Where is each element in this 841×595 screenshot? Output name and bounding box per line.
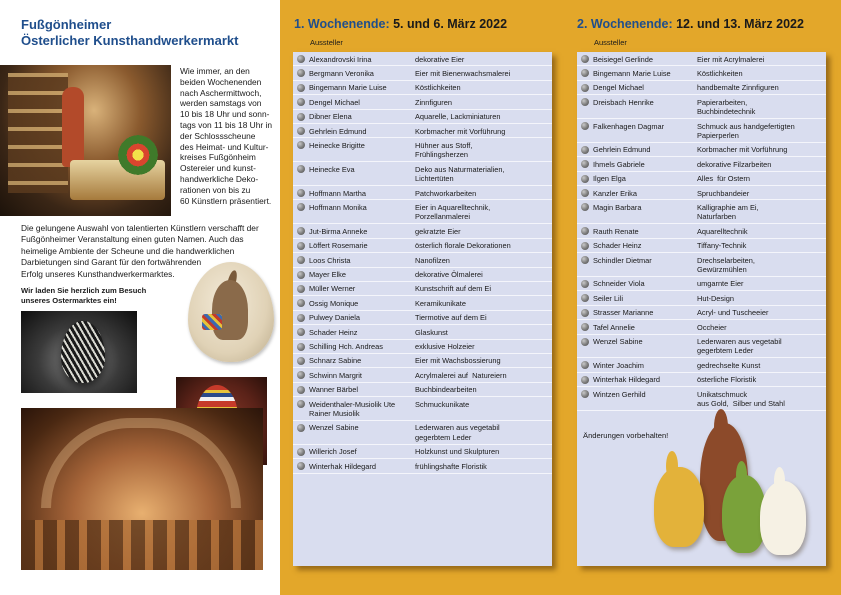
exhibitor-name: Schindler Dietmar: [593, 255, 652, 265]
bullet-icon: [297, 462, 305, 470]
exhibitor-name: Willerich Josef: [309, 447, 357, 457]
bullet-icon: [581, 203, 589, 211]
exhibitor-row: [577, 143, 826, 157]
exhibitor-name: Magin Barbara: [593, 202, 642, 212]
exhibitor-name: Schilling Hch. Andreas: [309, 342, 383, 352]
exhibitor-craft: dekorative Filzarbeiten: [697, 159, 772, 169]
exhibitor-name: Dengel Michael: [593, 83, 644, 93]
bullet-icon: [297, 242, 305, 250]
exhibitor-name: Wenzel Sabine: [593, 337, 643, 347]
bullet-icon: [297, 271, 305, 279]
exhibitor-row: [577, 306, 826, 320]
exhibitor-row: [577, 200, 826, 224]
exhibitor-craft: Schmuck aus handgefertigten Papierperlen: [697, 121, 795, 140]
exhibitor-craft: Holzkunst und Skulpturen: [415, 447, 500, 457]
photo-vaulted-barn: [21, 408, 263, 570]
bullet-icon: [297, 203, 305, 211]
exhibitor-name: Hoffmann Martha: [309, 188, 366, 198]
exhibitor-name: Schader Heinz: [309, 327, 358, 337]
bullet-icon: [297, 189, 305, 197]
exhibitor-row: [293, 340, 552, 354]
weekend1-label: 1. Wochenende:: [294, 17, 390, 31]
exhibitor-row: [293, 162, 552, 186]
bullet-icon: [297, 343, 305, 351]
changes-notice: Änderungen vorbehalten!: [583, 431, 669, 440]
exhibitor-craft: Korbmacher mit Vorführung: [697, 145, 788, 155]
title-line-1: Fußgönheimer: [21, 17, 112, 32]
exhibitor-name: Pulwey Daniela: [309, 313, 360, 323]
exhibitor-row: [293, 296, 552, 310]
exhibitor-row: [293, 325, 552, 339]
exhibitor-name: Dibner Elena: [309, 112, 352, 122]
bullet-icon: [297, 299, 305, 307]
exhibitor-craft: Unikatschmuck aus Gold, Silber und Stahl: [697, 389, 785, 409]
exhibitor-name: Schwinn Margrit: [309, 370, 362, 380]
exhibitor-craft: Patchworkarbeiten: [415, 188, 477, 198]
body-text: Die gelungene Auswahl von talentierten Künstlern verschafft der Fußgönheimer Veranstaltung einen guten Namen. Auch das heimelige Ambiente der Scheune und die handwerklichen Darbietungen sind Garant für den fortwährenden Erfolg unseres Kunsthandwerkermarktes.: [21, 223, 259, 279]
bullet-icon: [581, 242, 589, 250]
exhibitor-craft: Deko aus Naturmaterialien, Lichtertüten: [415, 164, 505, 184]
exhibitor-name: Winterhak Hildegard: [309, 461, 376, 471]
exhibitor-row: [293, 95, 552, 109]
exhibitor-name: Heinecke Brigitte: [309, 140, 365, 150]
exhibitor-craft: Hut-Design: [697, 293, 734, 303]
exhibitor-row: [577, 172, 826, 186]
bullet-icon: [581, 309, 589, 317]
exhibitor-row: [293, 253, 552, 267]
exhibitor-craft: umgarnte Eier: [697, 279, 744, 289]
exhibitor-craft: Eier mit Wachsbossierung: [415, 356, 501, 366]
exhibitor-name: Hoffmann Monika: [309, 202, 367, 212]
exhibitor-craft: dekorative Eier: [415, 54, 465, 64]
exhibitor-craft: Aquarelltechnik: [697, 226, 748, 236]
exhibitor-row: [577, 119, 826, 143]
exhibitor-row: [293, 138, 552, 162]
exhibitor-row: [293, 110, 552, 124]
exhibitor-name: Löffert Rosemarie: [309, 241, 368, 251]
exhibitor-row: [577, 358, 826, 372]
exhibitor-row: [293, 66, 552, 80]
bullet-icon: [581, 280, 589, 288]
photo-market-stand: [0, 65, 171, 216]
exhibitor-row: [577, 277, 826, 291]
bullet-icon: [297, 448, 305, 456]
bullet-icon: [581, 84, 589, 92]
exhibitor-craft: Tiermotive auf dem Ei: [415, 313, 487, 323]
exhibitor-row: [577, 291, 826, 305]
exhibitor-name: Gehrlein Edmund: [309, 126, 367, 136]
exhibitor-name: Gehrlein Edmund: [593, 145, 651, 155]
weekend2-date: 12. und 13. März 2022: [672, 17, 804, 31]
exhibitor-row: [577, 253, 826, 277]
bullet-icon: [297, 371, 305, 379]
exhibitor-name: Mayer Elke: [309, 270, 346, 279]
exhibitor-craft: österliche Floristik: [697, 375, 757, 385]
exhibitor-row: [577, 320, 826, 334]
bullet-icon: [297, 227, 305, 235]
bullet-icon: [581, 69, 589, 77]
exhibitor-row: [293, 268, 552, 282]
title-line-2: Österlicher Kunsthandwerkermarkt: [21, 33, 239, 48]
exhibitor-name: Seiler Lili: [593, 293, 623, 303]
bullet-icon: [297, 256, 305, 264]
weekend2-label: 2. Wochenende:: [577, 17, 673, 31]
bullet-icon: [581, 256, 589, 264]
exhibitor-row: [293, 52, 552, 66]
exhibitor-craft: österlich florale Dekorationen: [415, 241, 511, 251]
exhibitor-name: Bingemann Marie Luise: [593, 68, 671, 78]
exhibitor-craft: handbemalte Zinnfiguren: [697, 83, 779, 93]
exhibitor-craft: Acryl- und Tuscheeier: [697, 308, 769, 318]
bullet-icon: [581, 294, 589, 302]
exhibitor-craft: Keramikunikate: [415, 298, 466, 308]
bullet-icon: [297, 98, 305, 106]
exhibitor-name: Wintzen Gerhild: [593, 389, 646, 399]
exhibitor-row: [293, 282, 552, 296]
exhibitor-row: [577, 81, 826, 95]
exhibitor-name: Müller Werner: [309, 284, 356, 294]
bullet-icon: [297, 400, 305, 408]
bullet-icon: [581, 390, 589, 398]
exhibitor-name: Strasser Marianne: [593, 308, 654, 318]
exhibitor-craft: dekorative Ölmalerei: [415, 270, 483, 279]
exhibitor-name: Dengel Michael: [309, 97, 360, 107]
exhibitor-craft: Eier mit Acrylmalerei: [697, 54, 765, 64]
bullet-icon: [581, 376, 589, 384]
exhibitor-name: Alexandrovski Irina: [309, 54, 372, 64]
exhibitor-craft: gedrechselte Kunst: [697, 360, 761, 370]
exhibitor-craft: Köstlichkeiten: [415, 83, 461, 93]
bullet-icon: [581, 189, 589, 197]
bullet-icon: [297, 424, 305, 432]
exhibitor-row: [577, 224, 826, 238]
exhibitor-row: [577, 335, 826, 359]
exhibitor-name: Wenzel Sabine: [309, 423, 359, 433]
bullet-icon: [297, 55, 305, 63]
bullet-icon: [581, 146, 589, 154]
exhibitor-name: Schnarz Sabine: [309, 356, 362, 366]
weekend2-title: [577, 17, 804, 31]
exhibitor-name: Schneider Viola: [593, 279, 645, 289]
exhibitor-name: Bingemann Marie Luise: [309, 83, 387, 93]
bullet-icon: [581, 98, 589, 106]
exhibitor-row: [577, 52, 826, 66]
photo-scratched-egg: [21, 311, 137, 393]
exhibitor-craft: Aquarelle, Lackminiaturen: [415, 112, 501, 122]
exhibitor-row: [577, 157, 826, 171]
bullet-icon: [581, 175, 589, 183]
exhibitor-name: Dreisbach Henrike: [593, 97, 654, 107]
bullet-icon: [297, 314, 305, 322]
exhibitor-name: Winter Joachim: [593, 360, 644, 370]
exhibitor-row: [293, 383, 552, 397]
exhibitor-craft: Köstlichkeiten: [697, 68, 743, 78]
exhibitor-row: [293, 368, 552, 382]
bullet-icon: [297, 328, 305, 336]
exhibitor-craft: gekratzte Eier: [415, 226, 461, 236]
bullet-icon: [297, 357, 305, 365]
exhibitor-craft: Kunstschrift auf dem Ei: [415, 284, 491, 294]
weekend1-exhibitor-list: [293, 52, 552, 566]
exhibitor-craft: Kalligraphie am Ei, Naturfarben: [697, 202, 759, 222]
bullet-icon: [297, 141, 305, 149]
exhibitor-name: Ihmels Gabriele: [593, 159, 645, 169]
exhibitor-craft: Glaskunst: [415, 327, 448, 337]
exhibitor-craft: Lederwaren aus vegetabil gegerbtem Leder: [697, 337, 782, 356]
bullet-icon: [581, 122, 589, 130]
exhibitor-name: Wanner Bärbel: [309, 385, 359, 395]
exhibitor-row: [577, 373, 826, 387]
bullet-icon: [297, 113, 305, 121]
exhibitor-name: Kanzler Erika: [593, 188, 637, 198]
exhibitor-craft: Tiffany-Technik: [697, 241, 747, 251]
exhibitor-craft: Occheier: [697, 322, 727, 332]
exhibitor-name: Bergmann Veronika: [309, 68, 374, 78]
exhibitor-craft: Buchbindearbeiten: [415, 385, 477, 395]
exhibitor-name: Rauth Renate: [593, 226, 639, 236]
exhibitor-row: [293, 239, 552, 253]
exhibitor-craft: Papierarbeiten, Buchbindetechnik: [697, 97, 756, 117]
bullet-icon: [297, 386, 305, 394]
exhibitor-row: [293, 311, 552, 325]
exhibitor-craft: Drechselarbeiten, Gewürzmühlen: [697, 255, 755, 274]
exhibitor-name: Ilgen Elga: [593, 174, 626, 184]
exhibitor-row: [577, 95, 826, 119]
exhibitor-craft: Zinnfiguren: [415, 97, 452, 107]
exhibitor-row: [293, 354, 552, 368]
bullet-icon: [297, 285, 305, 293]
bullet-icon: [297, 69, 305, 77]
exhibitor-name: Beisiegel Gerlinde: [593, 54, 653, 64]
weekend1-subtitle: Aussteller: [310, 38, 343, 47]
exhibitor-name: Tafel Annelie: [593, 322, 635, 332]
easter-bunnies-image: [650, 405, 815, 565]
left-page: [0, 0, 280, 595]
weekend1-date: 5. und 6. März 2022: [389, 17, 508, 31]
bullet-icon: [297, 165, 305, 173]
exhibitor-row: [293, 421, 552, 445]
exhibitor-name: Falkenhagen Dagmar: [593, 121, 665, 131]
exhibitor-craft: Hühner aus Stoff, Frühlingsherzen: [415, 140, 473, 160]
exhibitor-name: Loos Christa: [309, 255, 351, 265]
bullet-icon: [581, 227, 589, 235]
bullet-icon: [581, 160, 589, 168]
exhibitor-name: Schader Heinz: [593, 241, 642, 251]
exhibitor-name: Jut-Birma Anneke: [309, 226, 368, 236]
exhibitor-craft: exklusive Holzeier: [415, 342, 475, 352]
bullet-icon: [297, 127, 305, 135]
weekend2-subtitle: Aussteller: [594, 38, 627, 47]
exhibitor-craft: Korbmacher mit Vorführung: [415, 126, 506, 136]
bullet-icon: [581, 55, 589, 63]
invitation-text: Wir laden Sie herzlich zum Besuch unseres Ostermarktes ein!: [21, 286, 147, 305]
exhibitor-craft: Nanofilzen: [415, 255, 450, 265]
exhibitor-row: [577, 239, 826, 253]
exhibitor-row: [293, 81, 552, 95]
exhibitor-craft: Spruchbandeier: [697, 188, 750, 198]
exhibitor-row: [293, 459, 552, 473]
exhibitor-row: [293, 445, 552, 459]
bullet-icon: [297, 84, 305, 92]
exhibitor-craft: Lederwaren aus vegetabil gegerbtem Leder: [415, 423, 500, 442]
intro-text: Wie immer, an den beiden Wochenenden nach Aschermittwoch, werden samstags von 10 bis 18 Uhr und sonn- tags von 11 bis 18 Uhr in der Schlossscheune des Heimat- und Kultur- kreises Fußgönheim Ostereier und kunst- handwerkliche Deko- rationen von bis zu 60 Künstlern präsentiert.: [180, 66, 273, 206]
exhibitor-name: Heinecke Eva: [309, 164, 355, 174]
exhibitor-row: [293, 200, 552, 224]
exhibitor-row: [293, 186, 552, 200]
exhibitor-name: Ossig Monique: [309, 298, 359, 308]
weekend1-title: [294, 17, 507, 31]
exhibitor-name: Weidenthaler-Musiolik Ute Rainer Musiolik: [309, 399, 396, 419]
exhibitor-row: [293, 397, 552, 421]
exhibitor-craft: Eier in Aquarelltechnik, Porzellanmalerei: [415, 202, 491, 222]
exhibitor-craft: frühlingshafte Floristik: [415, 461, 487, 471]
bullet-icon: [581, 338, 589, 346]
exhibitor-craft: Alles für Ostern: [697, 174, 750, 184]
exhibitor-craft: Schmuckunikate: [415, 399, 470, 409]
exhibitor-row: [577, 66, 826, 80]
exhibitor-row: [293, 124, 552, 138]
exhibitor-row: [293, 224, 552, 238]
exhibitor-row: [577, 186, 826, 200]
exhibitor-craft: Acrylmalerei auf Natureiern: [415, 370, 507, 380]
exhibitor-craft: Eier mit Bienenwachsmalerei: [415, 68, 511, 78]
exhibitor-name: Winterhak Hildegard: [593, 375, 660, 385]
bullet-icon: [581, 361, 589, 369]
bullet-icon: [581, 323, 589, 331]
